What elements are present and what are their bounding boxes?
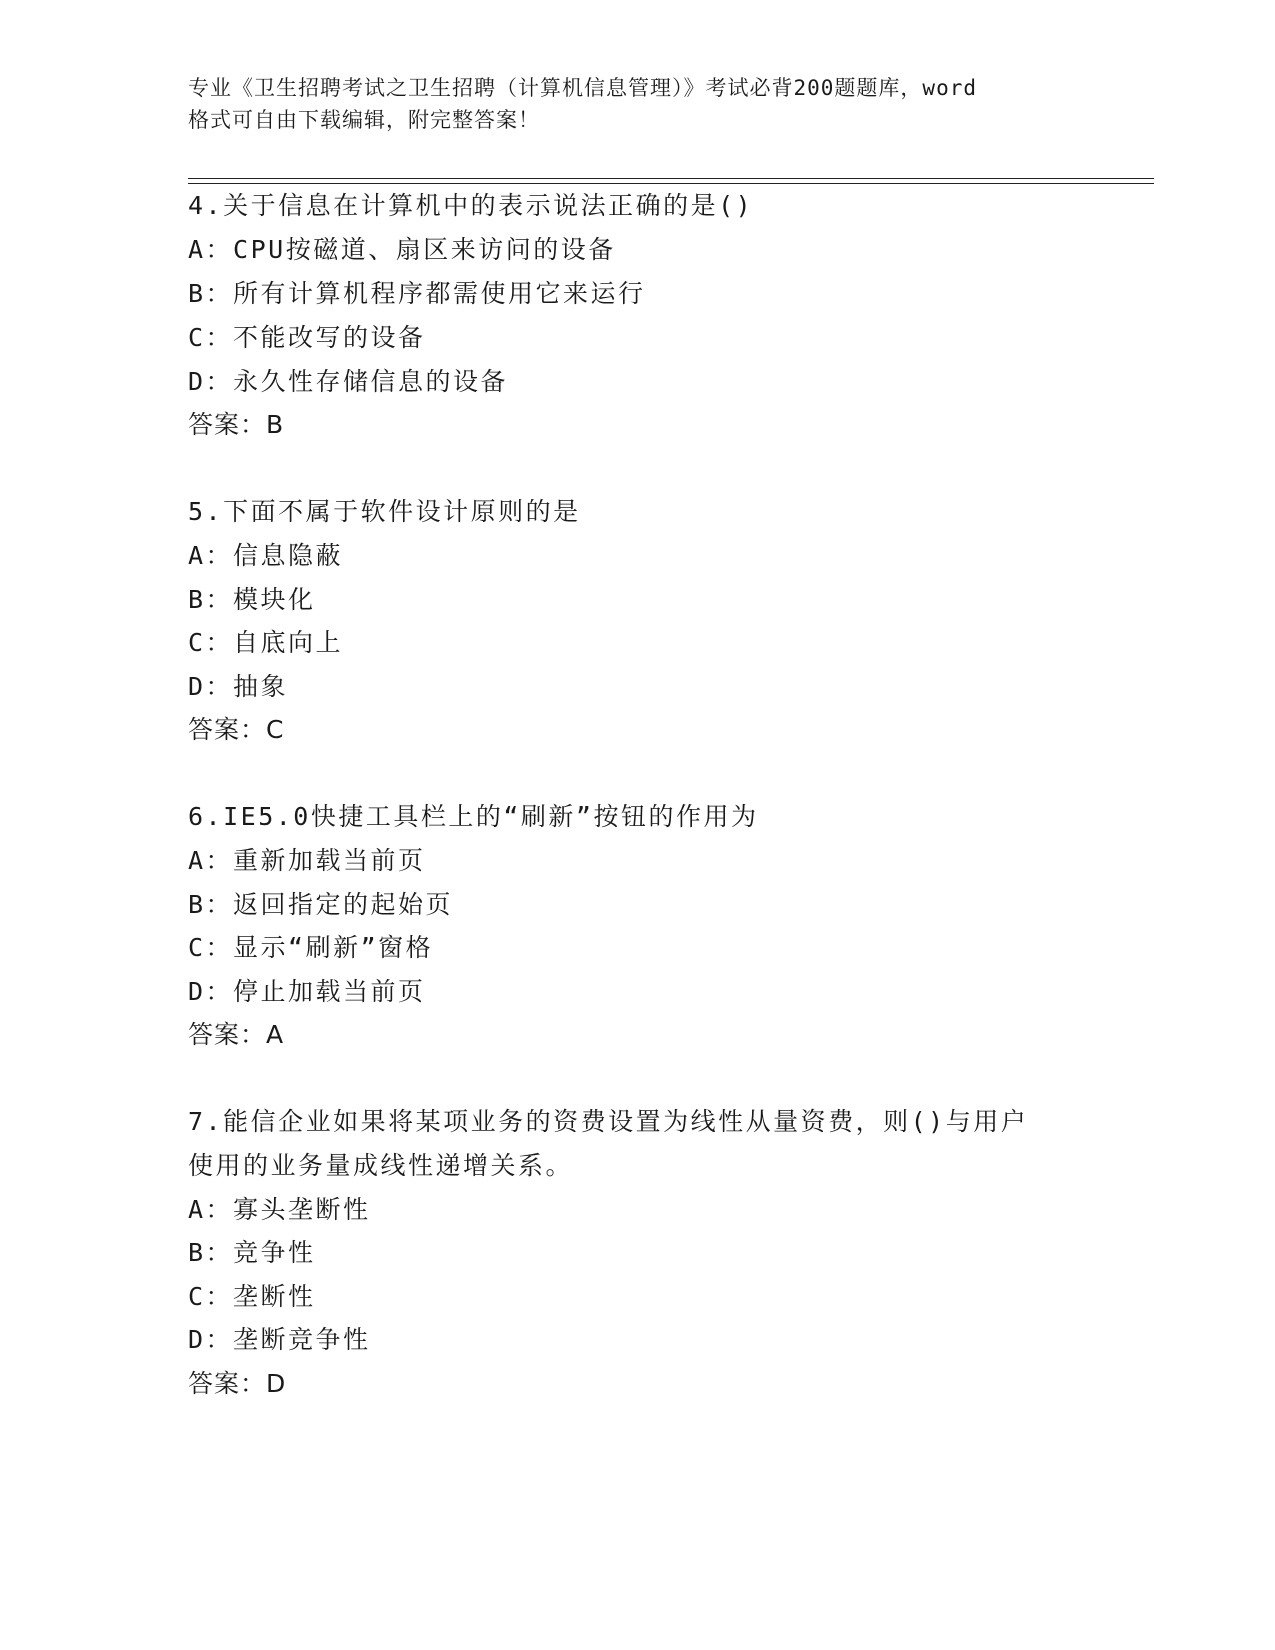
question-7-stem-line-2: 使用的业务量成线性递增关系。 bbox=[188, 1151, 574, 1180]
question-5-option-d: D：抽象 bbox=[188, 672, 289, 701]
question-4-stem: 4.关于信息在计算机中的表示说法正确的是() bbox=[188, 191, 754, 220]
document-header bbox=[188, 72, 1088, 136]
question-7-option-b: B：竞争性 bbox=[188, 1238, 316, 1267]
question-6-stem: 6.IE5.0快捷工具栏上的“刷新”按钮的作用为 bbox=[188, 802, 759, 831]
question-6-option-a: A：重新加载当前页 bbox=[188, 846, 426, 875]
question-6-option-c: C：显示“刷新”窗格 bbox=[188, 933, 434, 962]
question-4-answer: 答案：B bbox=[188, 410, 285, 439]
header-divider-top bbox=[188, 178, 1154, 179]
question-5-answer: 答案：C bbox=[188, 715, 285, 744]
header-line-1: 专业《卫生招聘考试之卫生招聘（计算机信息管理）》考试必背200题题库，word bbox=[188, 76, 977, 100]
question-4-option-a: A：CPU按磁道、扇区来访问的设备 bbox=[188, 235, 616, 264]
header-divider-bottom bbox=[188, 183, 1154, 184]
question-7-option-d: D：垄断竞争性 bbox=[188, 1325, 371, 1354]
question-4-option-c: C：不能改写的设备 bbox=[188, 323, 426, 352]
question-7-option-c: C：垄断性 bbox=[188, 1282, 316, 1311]
question-6-option-d: D：停止加载当前页 bbox=[188, 977, 426, 1006]
question-7-option-a: A：寡头垄断性 bbox=[188, 1195, 371, 1224]
question-7-stem-line-1: 7.能信企业如果将某项业务的资费设置为线性从量资费，则()与用户 bbox=[188, 1107, 1029, 1136]
question-5-stem: 5.下面不属于软件设计原则的是 bbox=[188, 497, 581, 526]
question-5-option-c: C：自底向上 bbox=[188, 628, 344, 657]
question-4-option-b: B：所有计算机程序都需使用它来运行 bbox=[188, 279, 646, 308]
question-7-answer: 答案：D bbox=[188, 1369, 287, 1398]
question-6-option-b: B：返回指定的起始页 bbox=[188, 890, 454, 919]
header-line-2: 格式可自由下载编辑，附完整答案！ bbox=[188, 108, 540, 132]
question-6-answer: 答案：A bbox=[188, 1020, 285, 1049]
question-5-option-a: A：信息隐蔽 bbox=[188, 541, 344, 570]
question-5-option-b: B：模块化 bbox=[188, 585, 316, 614]
question-4-option-d: D：永久性存储信息的设备 bbox=[188, 367, 509, 396]
